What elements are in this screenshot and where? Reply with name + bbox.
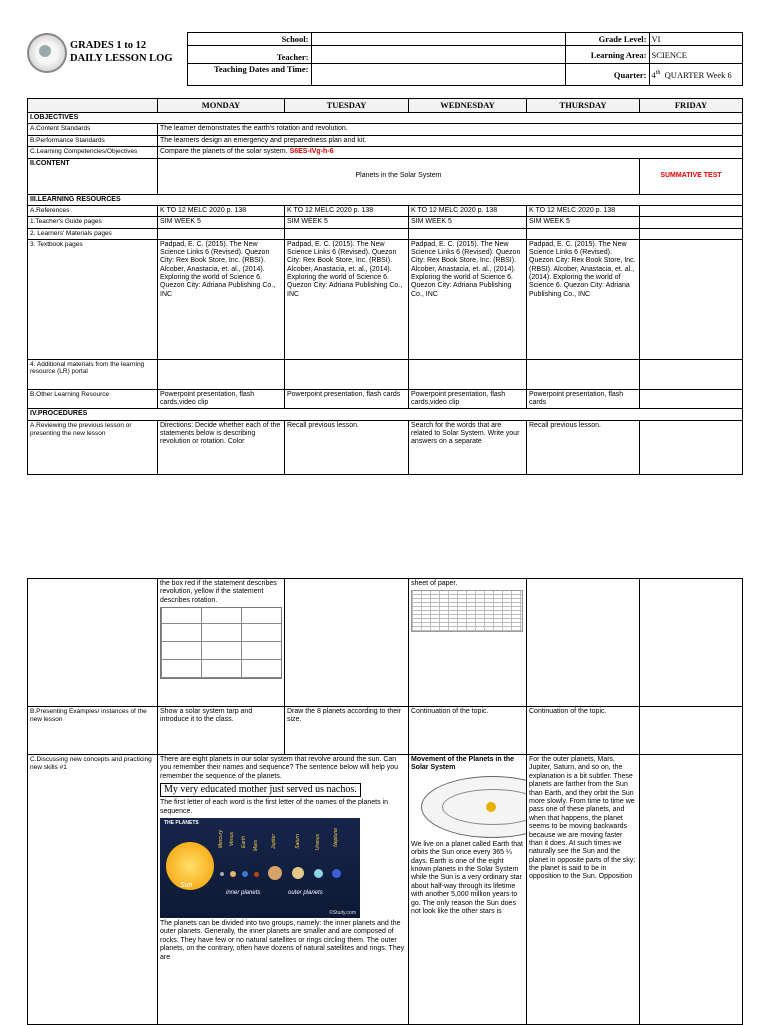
- presenting-thu: Continuation of the topic.: [527, 707, 640, 755]
- teacher-field[interactable]: [311, 46, 565, 64]
- orbit-diagram-image: [421, 776, 527, 838]
- ref-wed: K TO 12 MELC 2020 p. 138: [409, 205, 527, 216]
- planets-diagram-image: THE PLANETS Sun Mercury Venus Earth Mars Jupiter Saturn Uranus Neptune inner planets outer planets ©Study.com: [160, 818, 360, 918]
- quarter-value: 4th QUARTER Week 6: [649, 64, 742, 86]
- sim-tue: SIM WEEK 5: [285, 217, 409, 228]
- review-mon: Directions: Decide whether each of the statements below is describing revolution or rotation. Color: [158, 420, 285, 474]
- competency-code: S6ES-IVg-h-6: [289, 148, 334, 156]
- lesson-table-continued: [27, 578, 743, 1025]
- review-wed-cont: sheet of paper.: [409, 579, 527, 707]
- school-field[interactable]: [311, 33, 565, 46]
- revolution-rotation-table-image: [160, 607, 282, 679]
- lesson-title: Planets in the Solar System: [158, 158, 640, 194]
- content-heading: II.CONTENT: [28, 158, 158, 194]
- deped-seal-icon: [27, 33, 67, 73]
- title-line-1: GRADES 1 to 12: [70, 40, 147, 52]
- mnemonic-sentence: My very educated mother just served us nachos.: [160, 783, 361, 797]
- grade-value: VI: [649, 33, 742, 46]
- review-thu: Recall previous lesson.: [527, 420, 640, 474]
- page-2: [0, 578, 768, 1024]
- grade-label: Grade Level:: [565, 33, 649, 46]
- word-search-grid-image: [411, 590, 523, 632]
- resources-heading: III.LEARNING RESOURCES: [28, 194, 743, 205]
- discussing-mon: There are eight planets in our solar system that revolve around the sun. Can you remember their names and sequence? The sentence below will help you remember the sequence of the planets. My very educated mother just served us nachos. The first letter of each word is the first letter of the names of the planets in sequence. THE PLANETS Sun Mercury Venus Earth Mars Jupiter Saturn Uranus Neptune inner planets outer planets ©Study.com The planets can be divided into two groups, namely: the inner planets and the outer planets. Generally, the inner planets are smaller and are composed of rocks. They have few or no natural satellites or rings circling them. The outer planets, on the contrary, often have dozens of natural satellites and rings. They are: [158, 755, 409, 1025]
- textbook-thu: Padpad, E. C. (2015). The New Science Links 6 (Revised). Quezon City: Rex Book Store, Inc. (RBSI). Alcober, Anastacia, et. al., (2014). Exploring the world of Science 6. Quezon City: Adriana Publishing Co., INC: [527, 239, 640, 359]
- review-tue: Recall previous lesson.: [285, 420, 409, 474]
- discussing-thu: For the outer planets, Mars, Jupiter, Saturn, and so on, the explanation is a bit subtler. These planets are farther from the Sun than Earth, and they orbit the Sun more slowly. From time to time we pass one of these planets, and when that happens, the planet seems to be moving backwards because we are moving faster than it does. At such times we naturally see the Sun and the planet in opposite parts of the sky; the planet is said to be in opposition to the Sun. Opposition: [527, 755, 640, 1025]
- other-resource-label: B.Other Learning Resource: [28, 389, 158, 409]
- dates-label: Teaching Dates and Time:: [187, 64, 311, 86]
- textbook-wed: Padpad, E. C. (2015). The New Science Links 6 (Revised). Quezon City: Rex Book Store, Inc. (RBSI). Alcober, Anastacia, et. al., (2014). Exploring the world of Science 6. Quezon City: Adriana Publishing Co., INC: [409, 239, 527, 359]
- page-1: [0, 26, 768, 521]
- textbook-label: 3. Textbook pages: [28, 239, 158, 359]
- content-std-label: A.Content Standards: [28, 124, 158, 135]
- tg-label: 1.Teacher's Guide pages: [28, 217, 158, 228]
- perf-std-label: B.Performance Standards: [28, 135, 158, 146]
- day-tuesday: TUESDAY: [285, 99, 409, 113]
- ref-thu: K TO 12 MELC 2020 p. 138: [527, 205, 640, 216]
- title-line-2: DAILY LESSON LOG: [70, 52, 173, 64]
- competency-label: C.Learning Competencies/Objectives: [28, 147, 158, 158]
- sim-mon: SIM WEEK 5: [158, 217, 285, 228]
- competency-value: Compare the planets of the solar system. S6ES-IVg-h-6: [158, 147, 743, 158]
- sim-wed: SIM WEEK 5: [409, 217, 527, 228]
- discussing-wed: Movement of the Planets in the Solar System We live on a planet called Earth that orbits the Sun once every 365 ¼ days. Earth is one of the eight known planets in the Solar System while the Sun is a very ordinary star about half-way through its lifetime with another 5,000 million years to go. The only reason the Sun does not look like the other stars is: [409, 755, 527, 1025]
- textbook-tue: Padpad, E. C. (2015). The New Science Links 6 (Revised). Quezon City: Rex Book Store, Inc. (RBSI). Alcober, Anastacia, et. al., (2014). Exploring the world of Science 6. Quezon City: Adriana Publishing Co., INC: [285, 239, 409, 359]
- textbook-mon: Padpad, E. C. (2015). The New Science Links 6 (Revised). Quezon City: Rex Book Store, Inc. (RBSI). Alcober, Anastacia, et. al., (2014). Exploring the world of Science 6. Quezon City: Adriana Publishing Co., INC: [158, 239, 285, 359]
- ref-mon: K TO 12 MELC 2020 p. 138: [158, 205, 285, 216]
- teacher-label: Teacher:: [187, 46, 311, 64]
- logo-cell: [27, 33, 187, 86]
- lm-label: 2. Learners' Materials pages: [28, 228, 158, 239]
- presenting-tue: Draw the 8 planets according to their size.: [285, 707, 409, 755]
- discussing-label: C.Discussing new concepts and practicing new skills #1: [28, 755, 158, 1025]
- references-label: A.References: [28, 205, 158, 216]
- ref-tue: K TO 12 MELC 2020 p. 138: [285, 205, 409, 216]
- day-monday: MONDAY: [158, 99, 285, 113]
- procedures-heading: IV.PROCEDURES: [28, 409, 743, 420]
- other-tue: Powerpoint presentation, flash cards: [285, 389, 409, 409]
- other-thu: Powerpoint presentation, flash cards: [527, 389, 640, 409]
- sim-thu: SIM WEEK 5: [527, 217, 640, 228]
- summative-test: SUMMATIVE TEST: [640, 158, 743, 194]
- header-table: [27, 32, 743, 86]
- perf-std-value: The learners design an emergency and preparedness plan and kit.: [158, 135, 743, 146]
- presenting-mon: Show a solar system tarp and introduce it to the class.: [158, 707, 285, 755]
- additional-label: 4. Additional materials from the learning resource (LR) portal: [28, 359, 158, 389]
- area-value: SCIENCE: [649, 46, 742, 64]
- other-mon: Powerpoint presentation, flash cards,video clip: [158, 389, 285, 409]
- presenting-wed: Continuation of the topic.: [409, 707, 527, 755]
- lesson-table: [27, 98, 743, 475]
- content-std-value: The learner demonstrates the earth's rotation and revolution.: [158, 124, 743, 135]
- quarter-label: Quarter:: [565, 64, 649, 86]
- other-wed: Powerpoint presentation, flash cards,video clip: [409, 389, 527, 409]
- area-label: Learning Area:: [565, 46, 649, 64]
- day-wednesday: WEDNESDAY: [409, 99, 527, 113]
- day-friday: FRIDAY: [640, 99, 743, 113]
- review-wed: Search for the words that are related to Solar System. Write your answers on a separate: [409, 420, 527, 474]
- review-mon-cont: the box red if the statement describes revolution, yellow if the statement describes rotation.: [158, 579, 285, 707]
- school-label: School:: [187, 33, 311, 46]
- presenting-label: B.Presenting Examples/ instances of the new lesson: [28, 707, 158, 755]
- review-label: A.Reviewing the previous lesson or presenting the new lesson: [28, 420, 158, 474]
- objectives-heading: I.OBJECTIVES: [28, 113, 743, 124]
- dates-field[interactable]: [311, 64, 565, 86]
- day-thursday: THURSDAY: [527, 99, 640, 113]
